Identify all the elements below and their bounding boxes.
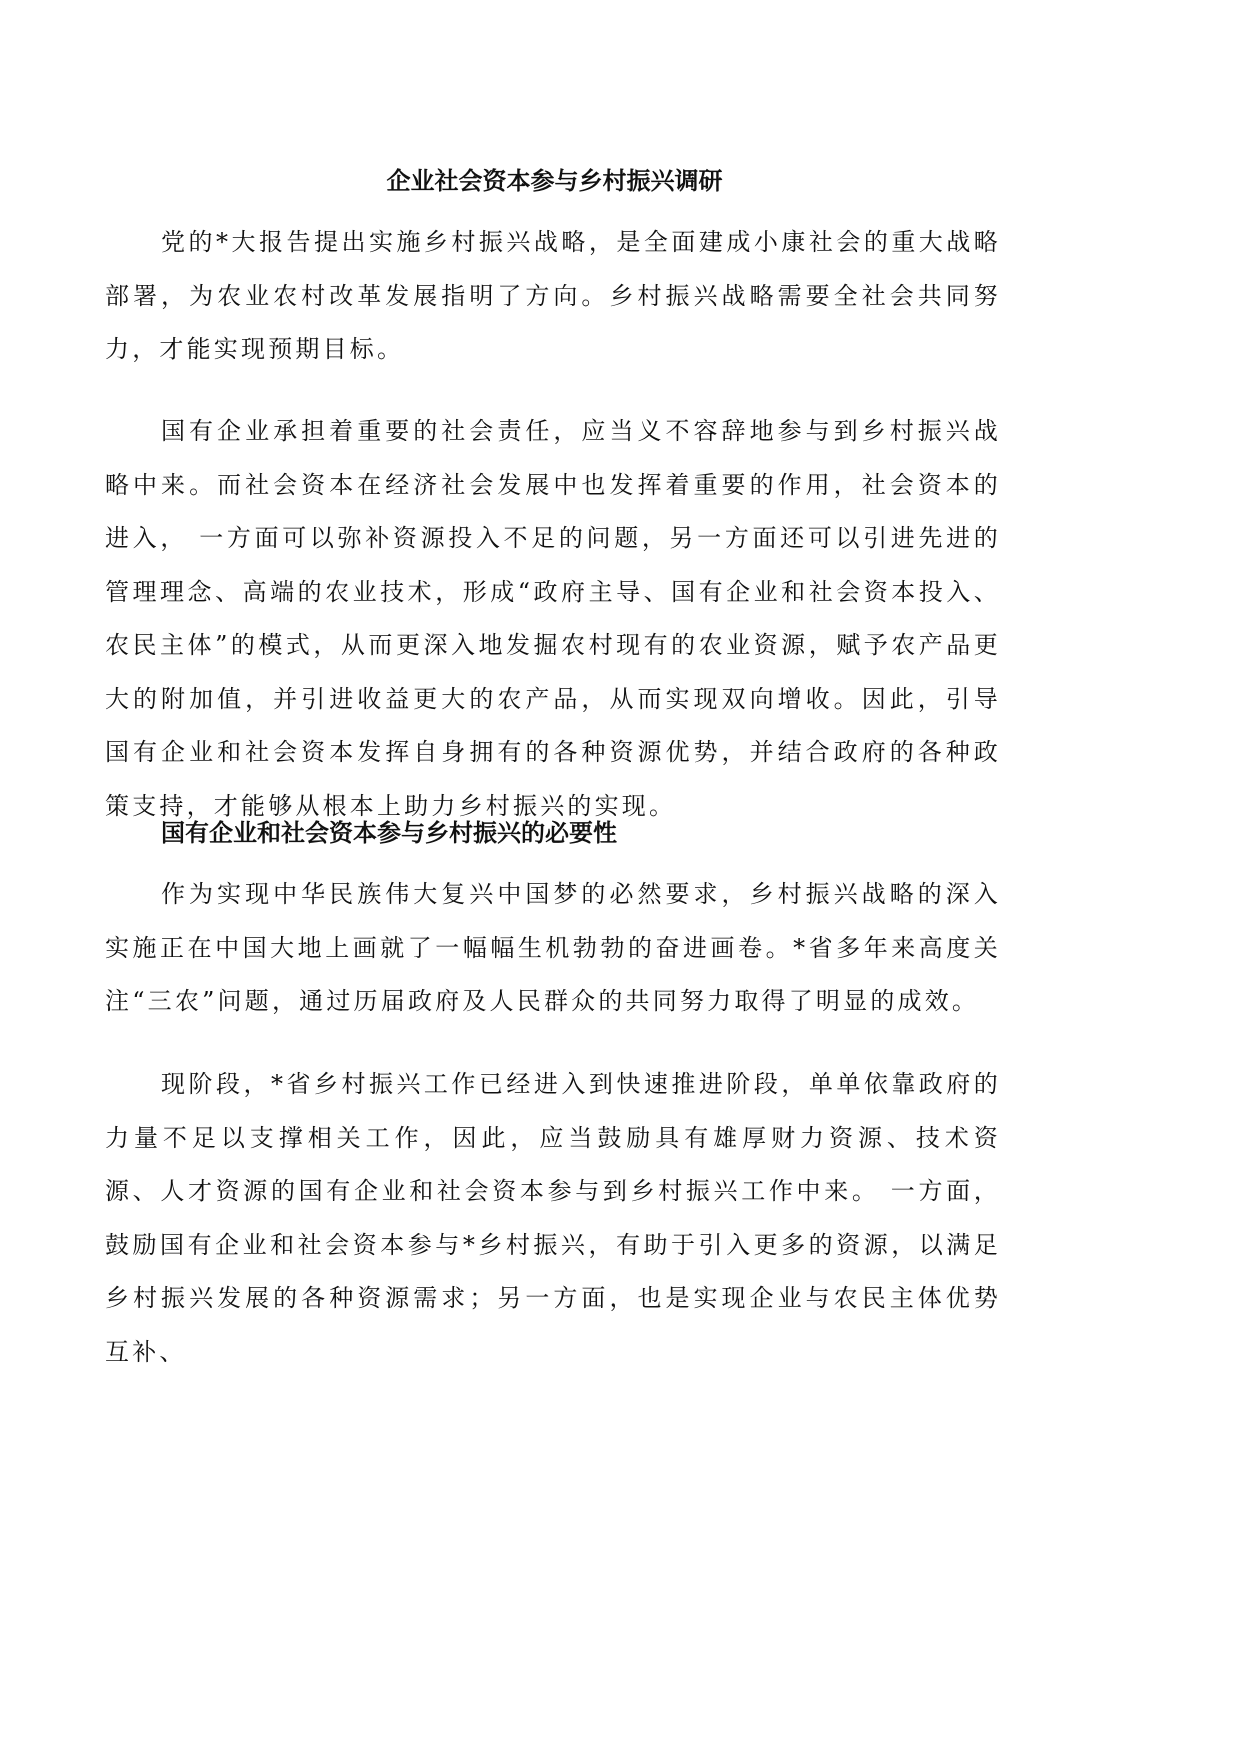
body-paragraph-1: 党的*大报告提出实施乡村振兴战略，是全面建成小康社会的重大战略部署，为农业农村改革发展指明了方向。乡村振兴战略需要全社会共同努力，才能实现预期目标。: [105, 228, 1001, 363]
document-title: 企业社会资本参与乡村振兴调研: [386, 166, 723, 195]
body-paragraph-2: 国有企业承担着重要的社会责任，应当义不容辞地参与到乡村振兴战略中来。而社会资本在经济社会发展中也发挥着重要的作用，社会资本的进入， 一方面可以弥补资源投入不足的问题，另一方面还可以引进先进的管理理念、高端的农业技术，形成“政府主导、国有企业和社会资本投入、农民主体”的模式，从而更深入地发掘农村现有的农业资源，赋予农产品更大的附加值，并引进收益更大的农产品，从而实现双向增收。因此，引导国有企业和社会资本发挥自身拥有的各种资源优势，并结合政府的各种政策支持，才能够从根本上助力乡村振兴的实现。: [105, 417, 1001, 820]
body-paragraph-4: 现阶段，*省乡村振兴工作已经进入到快速推进阶段，单单依靠政府的力量不足以支撑相关工作，因此，应当鼓励具有雄厚财力资源、技术资源、人才资源的国有企业和社会资本参与到乡村振兴工作中来。 一方面，鼓励国有企业和社会资本参与*乡村振兴，有助于引入更多的资源，以满足乡村振兴发展的各种资源需求；另一方面，也是实现企业与农民主体优势互补、: [105, 1070, 1001, 1366]
section-heading: 国有企业和社会资本参与乡村振兴的必要性: [161, 818, 617, 847]
body-paragraph-3: 作为实现中华民族伟大复兴中国梦的必然要求，乡村振兴战略的深入实施正在中国大地上画就了一幅幅生机勃勃的奋进画卷。*省多年来高度关注“三农”问题，通过历届政府及人民群众的共同努力取得了明显的成效。: [105, 880, 1001, 1015]
